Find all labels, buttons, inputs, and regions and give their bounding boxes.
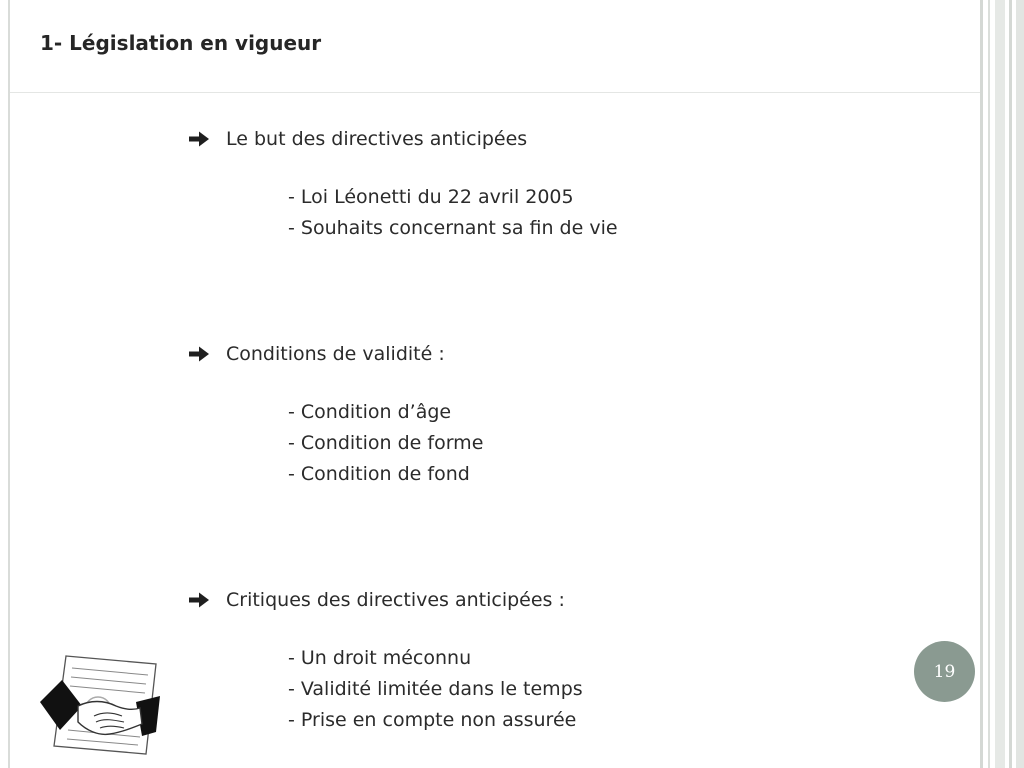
list-item: - Un droit méconnu xyxy=(288,647,472,669)
frame-right-stripe-4 xyxy=(1009,0,1012,768)
section-purpose xyxy=(188,125,618,244)
page-number-badge: 19 xyxy=(914,641,975,702)
list-item: - Prise en compte non assurée xyxy=(288,709,577,731)
slide-title: 1- Législation en vigueur xyxy=(40,31,322,55)
list-item: - Condition de forme xyxy=(288,432,484,454)
list-item: - Souhaits concernant sa fin de vie xyxy=(288,217,618,239)
frame-right-stripe-2 xyxy=(988,0,990,768)
frame-right-stripe-3 xyxy=(995,0,1005,768)
section-heading: Conditions de validité : xyxy=(226,343,445,365)
frame-right-stripe-5 xyxy=(1016,0,1024,768)
section-validity xyxy=(188,340,483,490)
section-criticism xyxy=(188,586,583,736)
arrow-right-icon xyxy=(188,345,210,363)
frame-left-border xyxy=(8,0,10,768)
section-heading: Le but des directives anticipées xyxy=(226,128,528,150)
arrow-right-icon xyxy=(188,130,210,148)
section-heading-row xyxy=(188,586,583,614)
arrow-right-icon xyxy=(188,591,210,609)
handshake-contract-icon xyxy=(38,650,162,765)
section-heading: Critiques des directives anticipées : xyxy=(226,589,565,611)
frame-right-stripe-1 xyxy=(980,0,983,768)
section-heading-row xyxy=(188,340,483,368)
list-item: - Validité limitée dans le temps xyxy=(288,678,583,700)
list-item: - Loi Léonetti du 22 avril 2005 xyxy=(288,186,574,208)
list-item: - Condition d’âge xyxy=(288,401,452,423)
list-item: - Condition de fond xyxy=(288,463,470,485)
section-heading-row xyxy=(188,125,618,153)
frame-title-divider xyxy=(10,92,980,93)
